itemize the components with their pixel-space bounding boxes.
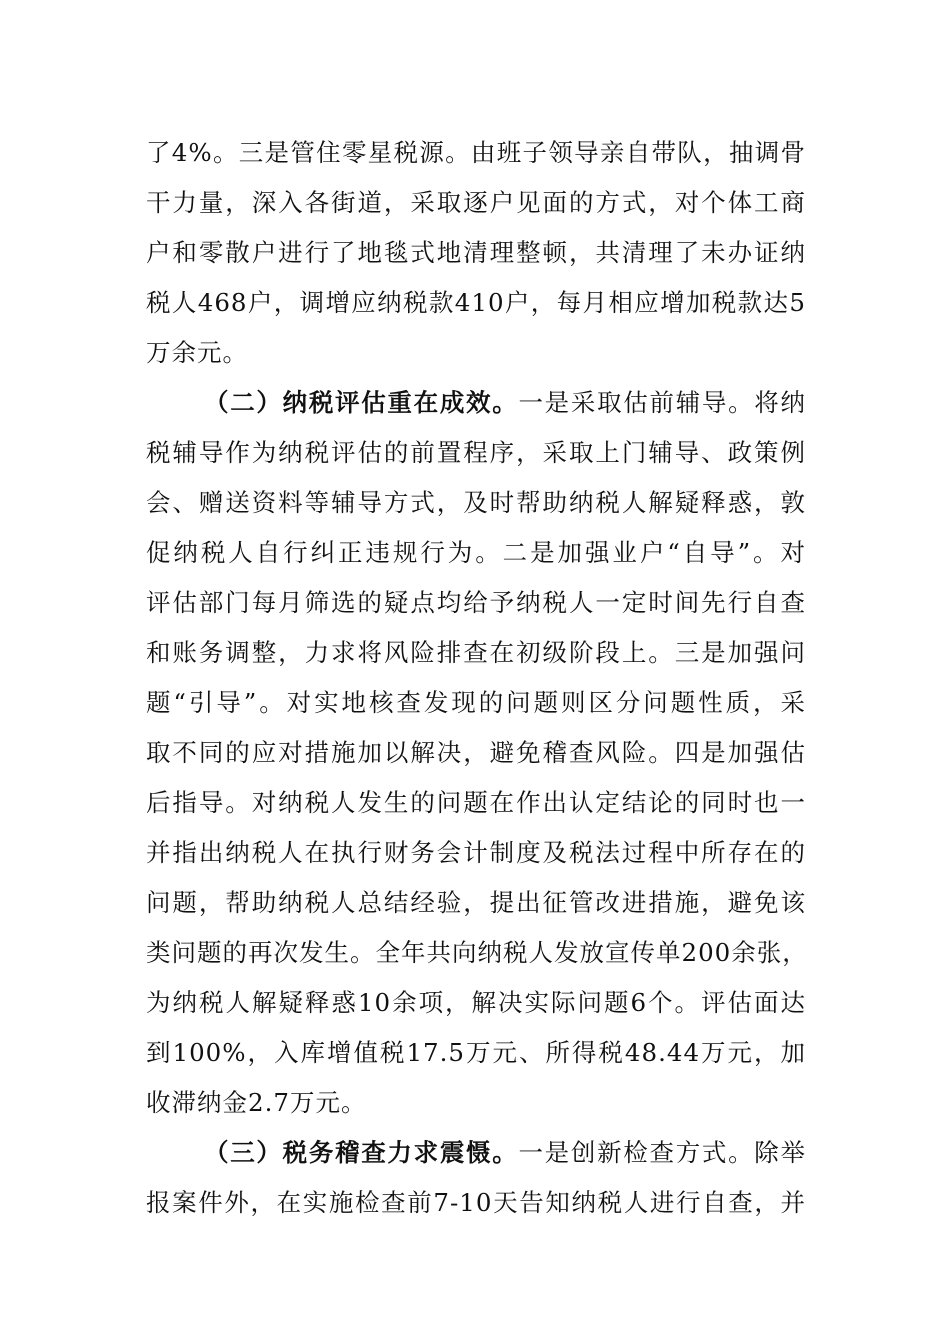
text-run: 税人468户，调增应纳税款410户，每月相应增加税款达5 xyxy=(146,288,806,317)
text-line xyxy=(146,1133,806,1173)
text-line xyxy=(146,183,806,223)
text-run: 题“引导”。对实地核查发现的问题则区分问题性质，采 xyxy=(146,688,806,717)
text-run: 为纳税人解疑释惑10余项，解决实际问题6个。评估面达 xyxy=(146,988,806,1017)
text-line xyxy=(146,1183,806,1223)
text-line xyxy=(146,733,806,773)
text-line xyxy=(146,233,806,273)
text-run: 报案件外，在实施检查前7-10天告知纳税人进行自查，并 xyxy=(146,1188,806,1217)
text-run: 类问题的再次发生。全年共向纳税人发放宣传单200余张， xyxy=(146,938,808,967)
text-line xyxy=(146,683,806,723)
text-run: 一是创新检查方式。除举 xyxy=(518,1138,807,1167)
text-run: 干力量，深入各街道，采取逐户见面的方式，对个体工商 xyxy=(146,188,806,217)
text-line xyxy=(146,933,806,973)
text-run: 后指导。对纳税人发生的问题在作出认定结论的同时也一 xyxy=(146,788,806,817)
text-line xyxy=(146,1033,806,1073)
text-line xyxy=(146,533,806,573)
text-run: 促纳税人自行纠正违规行为。二是加强业户“自导”。对 xyxy=(146,538,806,567)
text-run: 会、赠送资料等辅导方式，及时帮助纳税人解疑释惑，敦 xyxy=(146,488,806,517)
text-line xyxy=(146,133,806,173)
text-run: 了4%。三是管住零星税源。由班子领导亲自带队，抽调骨 xyxy=(146,138,806,167)
section-heading: （二）纳税评估重在成效。 xyxy=(204,388,519,417)
text-line xyxy=(146,983,806,1023)
text-run: 取不同的应对措施加以解决，避免稽查风险。四是加强估 xyxy=(146,738,806,767)
text-line xyxy=(146,583,806,623)
text-run: 户和零散户进行了地毯式地清理整顿，共清理了未办证纳 xyxy=(146,238,806,267)
text-line xyxy=(146,1083,806,1123)
text-run: 评估部门每月筛选的疑点均给予纳税人一定时间先行自查 xyxy=(146,588,806,617)
text-line xyxy=(146,883,806,923)
text-run: 一是采取估前辅导。将纳 xyxy=(518,388,807,417)
text-line xyxy=(146,833,806,873)
text-line xyxy=(146,783,806,823)
text-run: 问题，帮助纳税人总结经验，提出征管改进措施，避免该 xyxy=(146,888,806,917)
text-line xyxy=(146,433,806,473)
text-run: 税辅导作为纳税评估的前置程序，采取上门辅导、政策例 xyxy=(146,438,806,467)
text-run: 到100%，入库增值税17.5万元、所得税48.44万元，加 xyxy=(146,1038,806,1067)
text-run: 收滞纳金2.7万元。 xyxy=(146,1088,367,1117)
text-run: 万余元。 xyxy=(146,338,248,367)
text-line xyxy=(146,333,806,373)
text-line xyxy=(146,283,806,323)
section-heading: （三）税务稽查力求震慑。 xyxy=(204,1138,519,1167)
text-run: 和账务调整，力求将风险排查在初级阶段上。三是加强问 xyxy=(146,638,806,667)
text-line xyxy=(146,633,806,673)
text-run: 并指出纳税人在执行财务会计制度及税法过程中所存在的 xyxy=(146,838,806,867)
text-line xyxy=(146,483,806,523)
text-line xyxy=(146,383,806,423)
